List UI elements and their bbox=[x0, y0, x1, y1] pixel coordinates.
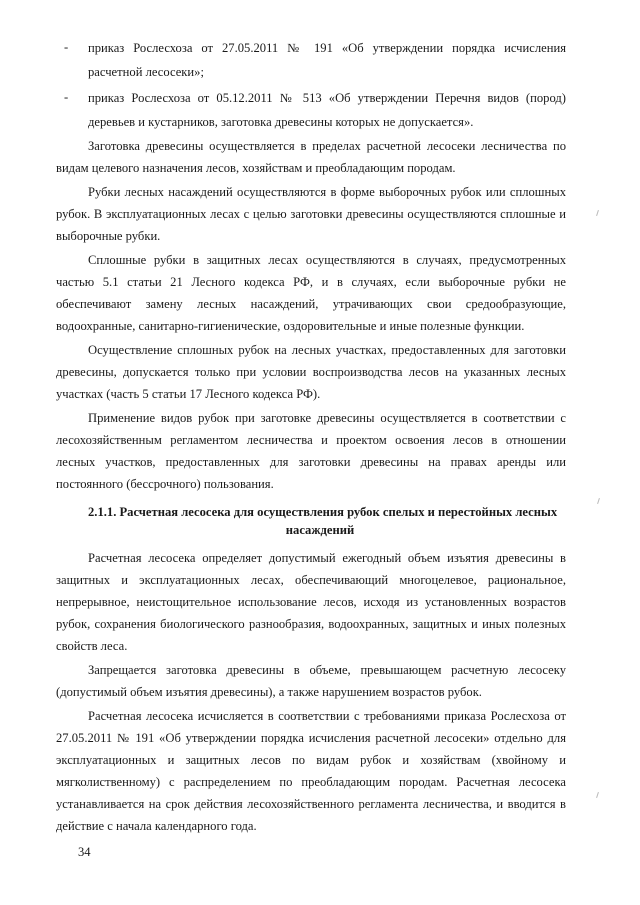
paragraph-line: Расчетная лесосека определяет допустимый ежегодный объем изъятия древесины в bbox=[88, 551, 566, 565]
section-heading-line: 2.1.1. Расчетная лесосека для осуществления рубок спелых и перестойных лесных bbox=[88, 505, 558, 519]
scan-speck bbox=[596, 210, 599, 216]
paragraph-line: обеспечивают замену лесных насаждений, утрачивающих свои средообразующие, bbox=[56, 297, 566, 311]
paragraph-line: Расчетная лесосека исчисляется в соответствии с требованиями приказа Рослесхоза от bbox=[88, 709, 566, 723]
scan-speck bbox=[596, 792, 599, 798]
scan-speck bbox=[597, 498, 600, 504]
paragraph-line: мягколиственному) с распределением по преобладающим породам. Расчетная лесосека bbox=[56, 775, 566, 789]
paragraph-line: лесохозяйственным регламентом лесничества и проектом освоения лесов в отношении bbox=[56, 433, 566, 447]
paragraph-line: Рубки лесных насаждений осуществляются в форме выборочных рубок или сплошных bbox=[88, 185, 566, 199]
section-heading-line: насаждений bbox=[285, 523, 355, 537]
bullet-text-line: деревьев и кустарников, заготовка древесины которых не допускается». bbox=[88, 115, 474, 129]
paragraph-line: действие с начала календарного года. bbox=[56, 819, 257, 833]
paragraph-line: эксплуатационных и защитных лесов по видам рубок и хозяйствам (хвойному и bbox=[56, 753, 566, 767]
bullet-marker: - bbox=[64, 40, 69, 54]
paragraph-line: Запрещается заготовка древесины в объеме, превышающем расчетную лесосеку bbox=[88, 663, 566, 677]
bullet-text-line: приказ Рослесхоза от 05.12.2011 № 513 «Об утверждении Перечня видов (пород) bbox=[88, 91, 566, 105]
paragraph-line: (допустимый объем изъятия древесины), а также нарушением возрастов рубок. bbox=[56, 685, 482, 699]
paragraph-line: частью 5.1 статьи 21 Лесного кодекса РФ, и в случаях, если выборочные рубки не bbox=[56, 275, 566, 289]
paragraph-line: лесных участков, предоставленных для заготовки древесины на правах аренды или bbox=[56, 455, 566, 469]
paragraph-line: видам целевого назначения лесов, хозяйствам и преобладающим породам. bbox=[56, 161, 456, 175]
paragraph-line: древесины, допускается только при условии воспроизводства лесов на указанных лесных bbox=[56, 365, 566, 379]
paragraph-line: Осуществление сплошных рубок на лесных участках, предоставленных для заготовки bbox=[88, 343, 566, 357]
paragraph-line: рубок. В эксплуатационных лесах с целью заготовки древесины осуществляются сплошные и bbox=[56, 207, 566, 221]
paragraph-line: Применение видов рубок при заготовке древесины осуществляется в соответствии с bbox=[88, 411, 566, 425]
page-number: 34 bbox=[78, 845, 91, 859]
paragraph-line: постоянного (бессрочного) пользования. bbox=[56, 477, 274, 491]
paragraph-line: непрерывное, неистощительное использование лесов, исходя из установленных возрастов bbox=[56, 595, 566, 609]
paragraph-line: рубок, сохранения биологического разнообразия, водоохранных, защитных и иных полезных bbox=[56, 617, 566, 631]
paragraph-line: Заготовка древесины осуществляется в пределах расчетной лесосеки лесничества по bbox=[88, 139, 566, 153]
paragraph-line: 27.05.2011 № 191 «Об утверждении порядка исчисления расчетной лесосеки» отдельно для bbox=[56, 731, 566, 745]
bullet-marker: - bbox=[64, 90, 69, 104]
paragraph-line: Сплошные рубки в защитных лесах осуществляются в случаях, предусмотренных bbox=[88, 253, 566, 267]
bullet-text-line: приказ Рослесхоза от 27.05.2011 № 191 «Об утверждении порядка исчисления bbox=[88, 41, 566, 55]
paragraph-line: участках (часть 5 статьи 17 Лесного кодекса РФ). bbox=[56, 387, 321, 401]
bullet-text-line: расчетной лесосеки»; bbox=[88, 65, 204, 79]
paragraph-line: водоохранные, санитарно-гигиенические, оздоровительные и иные полезные функции. bbox=[56, 319, 525, 333]
paragraph-line: устанавливается на срок действия лесохозяйственного регламента лесничества, и вводится в bbox=[56, 797, 566, 811]
paragraph-line: выборочные рубки. bbox=[56, 229, 161, 243]
paragraph-line: свойств леса. bbox=[56, 639, 128, 653]
paragraph-line: защитных и эксплуатационных лесах, обеспечивающий многоцелевое, рациональное, bbox=[56, 573, 566, 587]
